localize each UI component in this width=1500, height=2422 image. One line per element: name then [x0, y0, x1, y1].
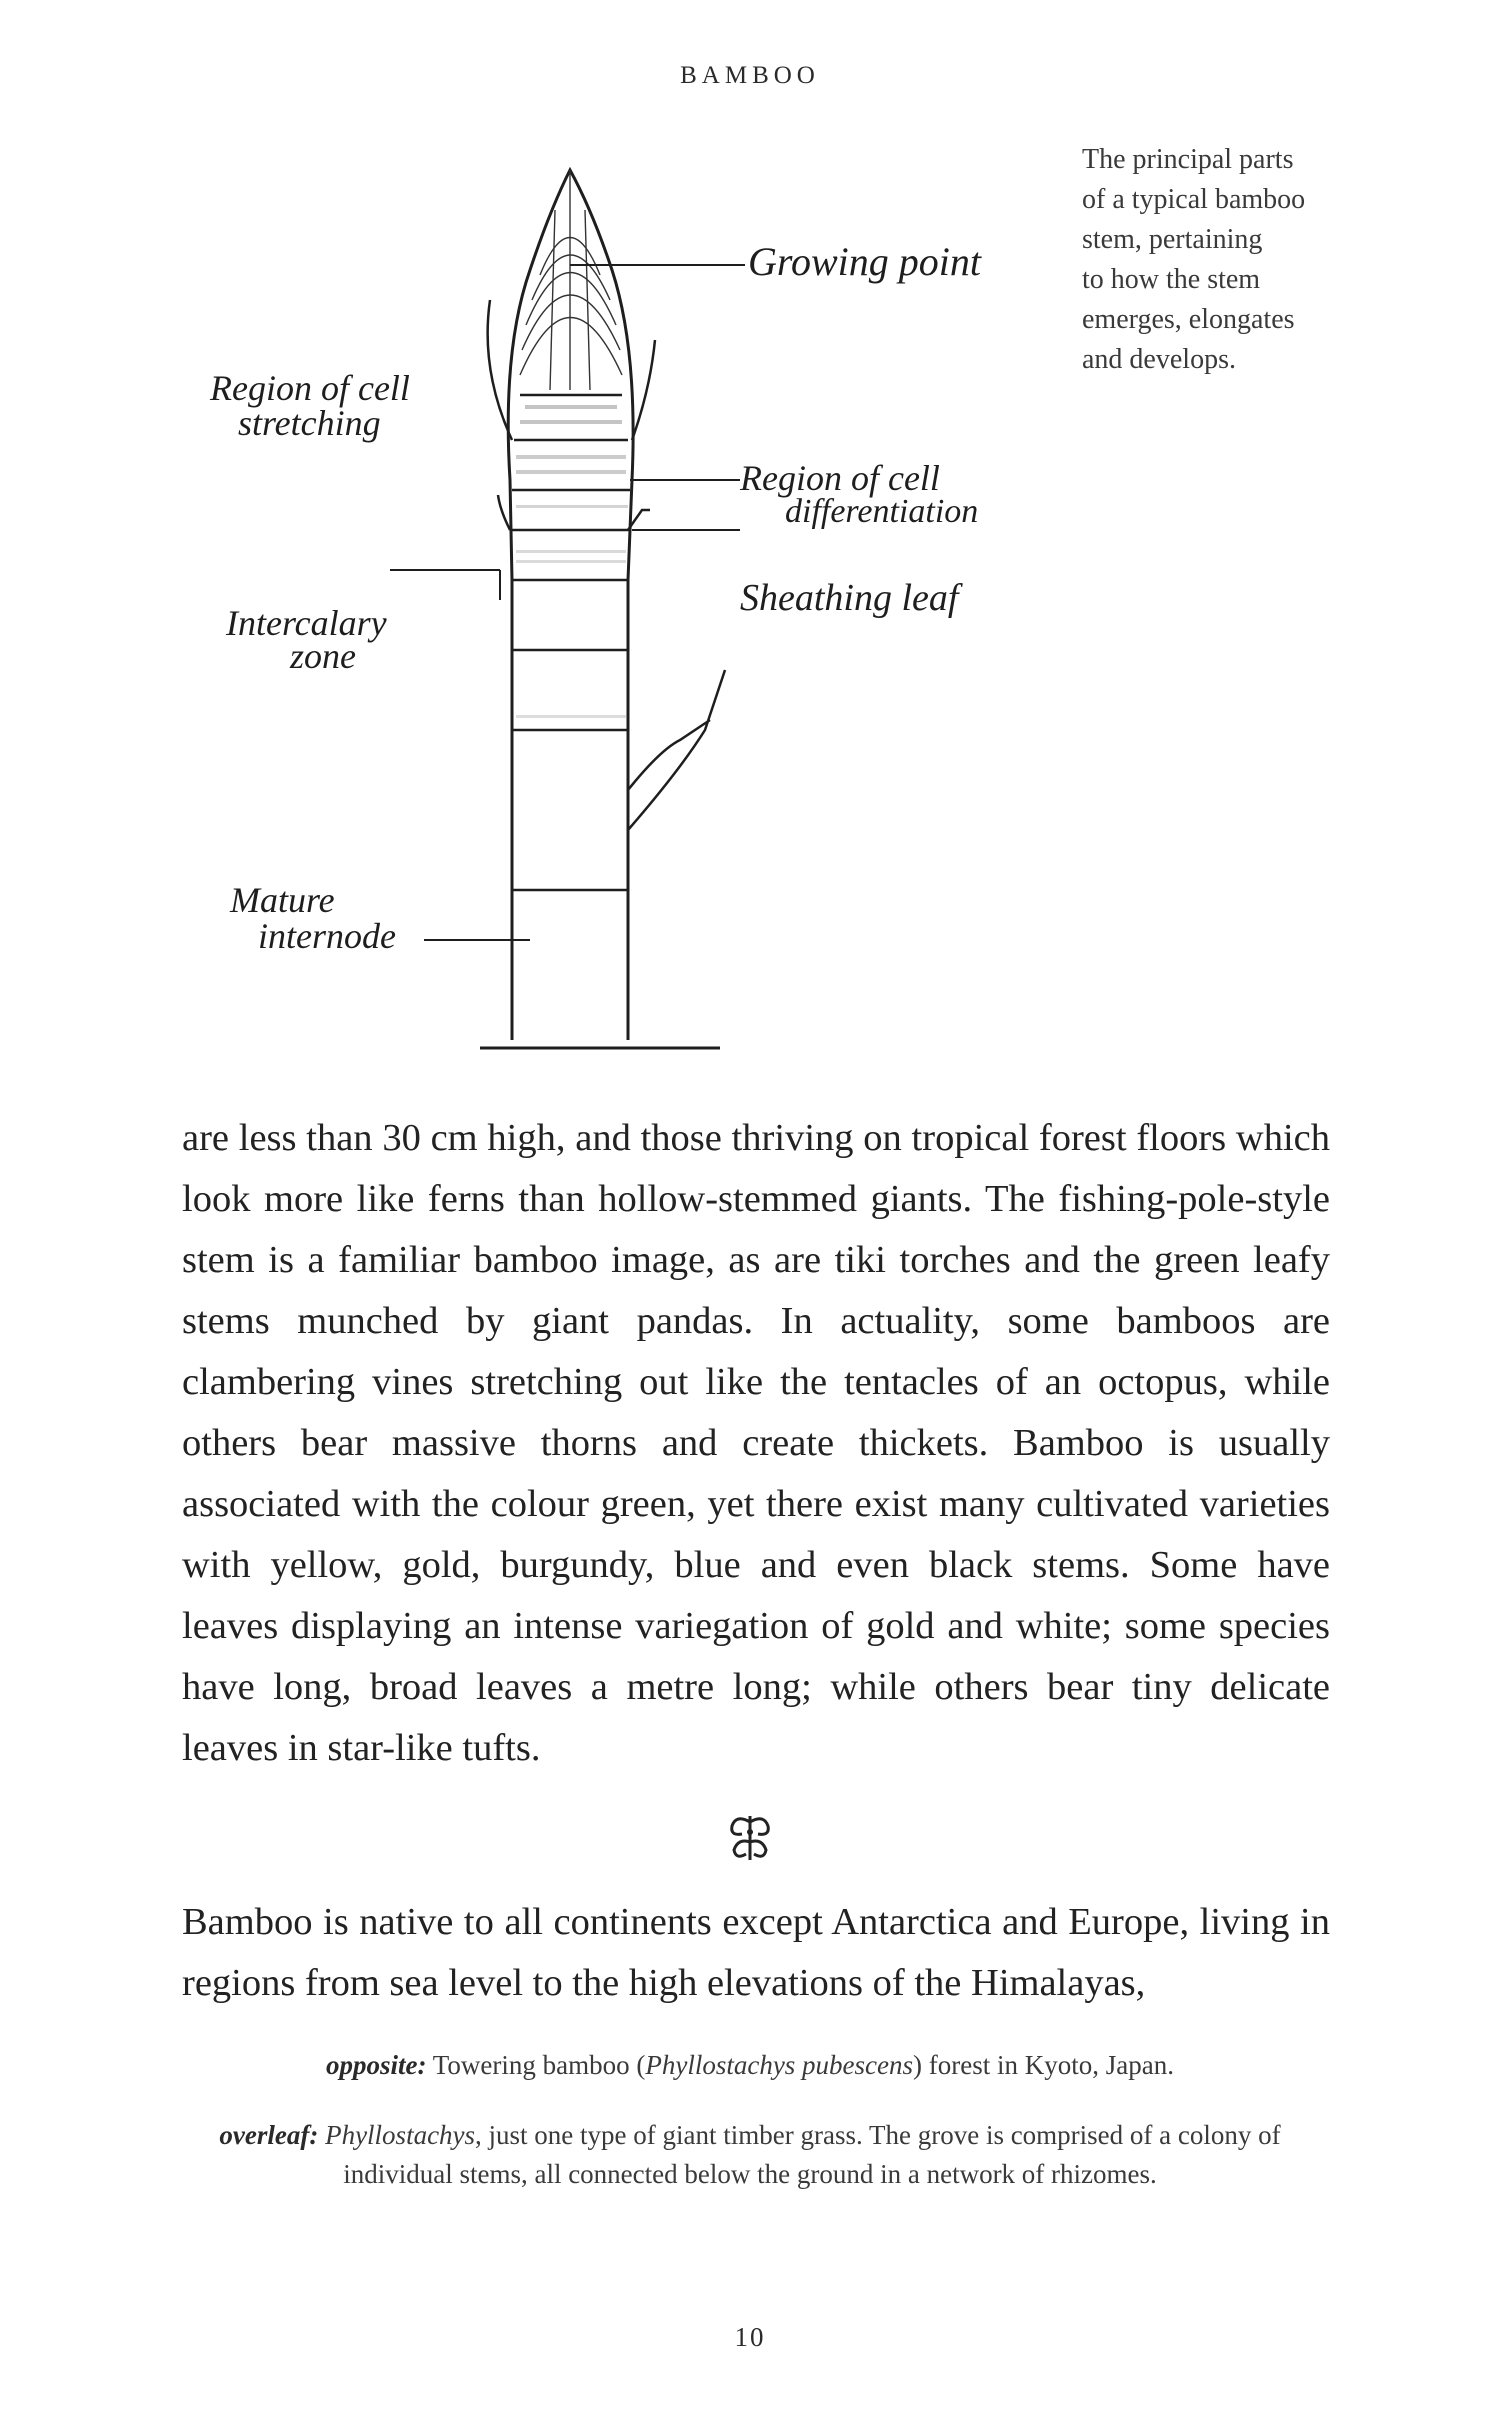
figure-caption-line: and develops. [1082, 344, 1236, 375]
label-region-differentiation-1: Region of cell [740, 458, 940, 498]
bamboo-stem-drawing [180, 150, 1060, 1060]
caption-opposite-text: Towering bamboo ( [426, 2050, 646, 2080]
growing-tip-hatching [520, 170, 622, 390]
caption-overleaf [170, 2116, 1330, 2194]
label-region-stretching-1: Region of cell [210, 368, 410, 408]
body-paragraph-1: are less than 30 cm high, and those thriving on tropical forest floors which look more like ferns than hollow-stemmed giants. The fishing-pole-style stem is a familiar bamboo image, as are tiki torches and the green leafy stems munched by giant pandas. In actuality, some bamboos are clambering vines stretching out like the tentacles of an octopus, while others bear massive thorns and create thickets. Bamboo is usually associated with the colour green, yet there exist many cultivated varieties with yellow, gold, burgundy, blue and even black stems. Some have leaves displaying an intense variegation of gold and white; some species have long, broad leaves a metre long; while others bear tiny delicate leaves in star-like tufts. [182, 1117, 1330, 1769]
label-mature-2: internode [258, 916, 396, 956]
section-ornament-icon [720, 1808, 780, 1868]
sheathing-leaves [488, 300, 725, 830]
label-intercalary-2: zone [290, 636, 356, 676]
figure-caption [1082, 140, 1342, 380]
label-sheathing-leaf: Sheathing leaf [740, 577, 959, 619]
page-number: 10 [734, 2322, 766, 2352]
caption-overleaf-key: overleaf: [219, 2120, 319, 2150]
caption-overleaf-text: , just one type of giant timber grass. The grove is comprised of a colony of individual stems, all connected below the ground in a network of rhizomes. [343, 2120, 1281, 2189]
caption-opposite-key: opposite: [326, 2050, 427, 2080]
stem-node-bands [512, 395, 630, 890]
caption-opposite-text-end: ) forest in Kyoto, Japan. [913, 2050, 1174, 2080]
caption-opposite-species: Phyllostachys pubescens [645, 2050, 914, 2080]
label-intercalary-1: Intercalary [226, 603, 387, 643]
label-leaders [390, 265, 745, 940]
body-paragraph-2: Bamboo is native to all continents except Antarctica and Europe, living in regions from sea level to the high elevations of the Himalayas, [182, 1901, 1330, 2004]
figure-caption-line: of a typical bamboo [1082, 184, 1306, 215]
figure-caption-line: to how the stem [1082, 264, 1261, 295]
bamboo-stem-diagram [180, 150, 1060, 1060]
cell-stipple [516, 405, 628, 718]
label-growing-point: Growing point [748, 239, 981, 284]
figure-caption-line: emerges, elongates [1082, 304, 1295, 335]
caption-opposite [170, 2046, 1330, 2085]
running-head: BAMBOO [680, 62, 820, 89]
figure-caption-line: stem, pertaining [1082, 224, 1263, 255]
label-region-stretching-2: stretching [238, 403, 381, 443]
figure-caption-line: The principal parts [1082, 144, 1294, 175]
caption-overleaf-genus: Phyllostachys [318, 2120, 476, 2150]
label-region-differentiation-2: differentiation [785, 493, 979, 530]
label-mature-1: Mature [230, 880, 335, 920]
